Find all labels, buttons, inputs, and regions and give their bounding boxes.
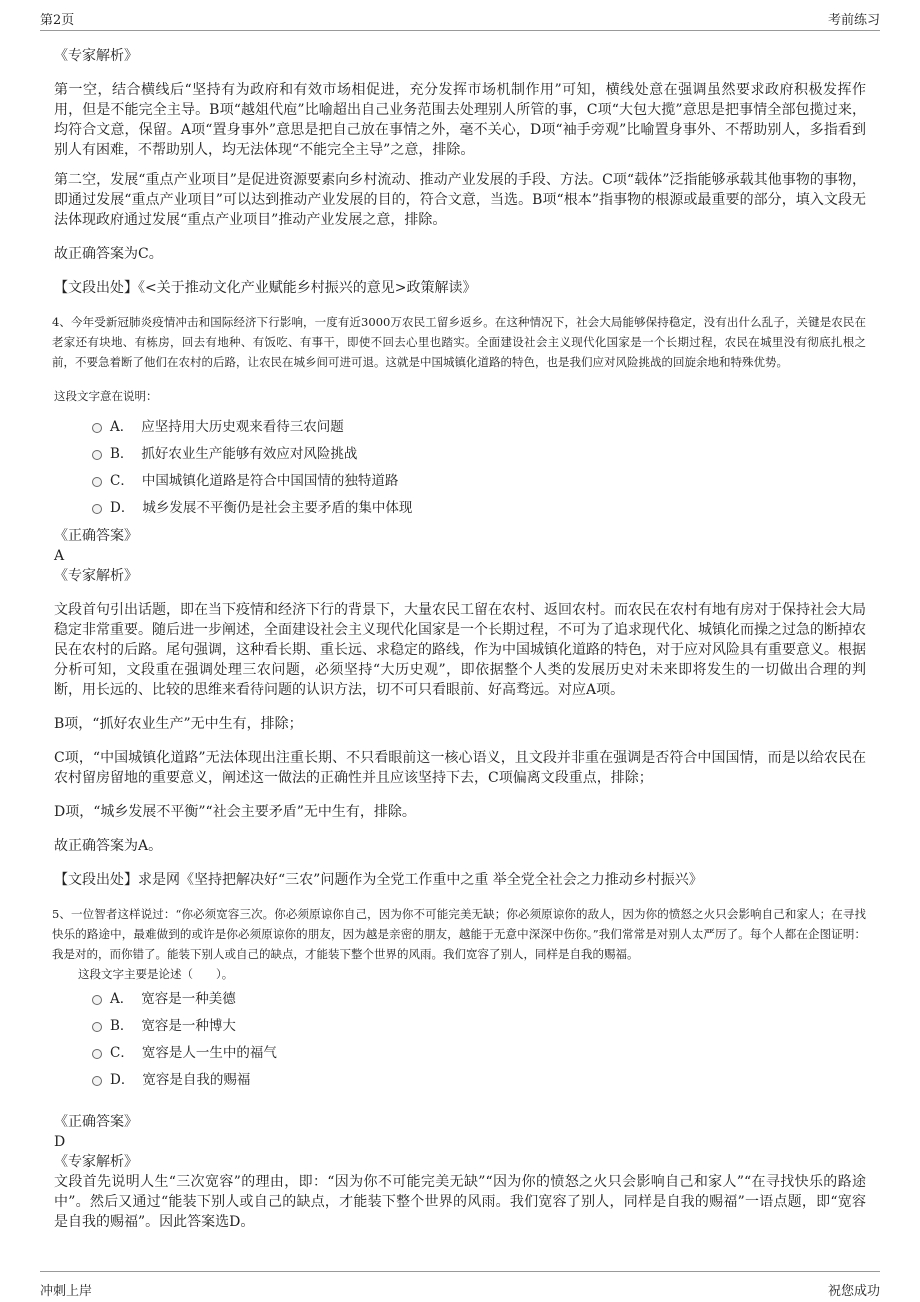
page-content xyxy=(54,40,866,1232)
q4-option-d[interactable]: D． 城乡发展不平衡仍是社会主要矛盾的集中体现 xyxy=(92,495,866,522)
q4-stem: 4、今年受新冠肺炎疫情冲击和国际经济下行影响，一度有近3000万农民工留乡返乡。在这种情况下，社会大局能够保持稳定，没有出什么乱子，关键是农民在老家还有块地、有栋房，回去有地种、有饭吃、有事干，即使不回去心里也踏实。全面建设社会主义现代化国家是一个长期过程，农民在城里没有彻底扎根之前，不要急着断了他们在农村的后路，让农民在城乡间可进可退。这就是中国城镇化道路的特色，也是我们应对风险挑战的回旋余地和特殊优势。 xyxy=(52,315,866,369)
q4-conclusion: 故正确答案为A。 xyxy=(54,838,163,854)
header-title: 考前练习 xyxy=(827,13,880,28)
q5-options xyxy=(92,986,866,1094)
radio-icon[interactable] xyxy=(92,1049,102,1059)
q4-answer: A xyxy=(54,548,65,564)
q5-analysis-para1: 文段首先说明人生“三次宽容”的理由，即：“因为你不可能完美无缺”“因为你的愤怒之火只会影响自己和家人”“在寻找快乐的路途中”。然后又通过“能装下别人或自己的缺点，才能装下整个世界的风雨。我们宽容了别人，同样是自我的赐福”一语点题，即“宽容是自我的赐福”。因此答案选D。 xyxy=(54,1174,866,1230)
q4-option-c[interactable]: C． 中国城镇化道路是符合中国国情的独特道路 xyxy=(92,468,866,495)
radio-icon[interactable] xyxy=(92,1076,102,1086)
q4-option-b[interactable]: B． 抓好农业生产能够有效应对风险挑战 xyxy=(92,441,866,468)
q5-answer-label: 《正确答案》 xyxy=(54,1114,138,1130)
q4-analysis-para1: 文段首句引出话题，即在当下疫情和经济下行的背景下，大量农民工留在农村、返回农村。而农民在农村有地有房对于保持社会大局稳定非常重要。随后进一步阐述，全面建设社会主义现代化国家是一个长期过程，不可为了追求现代化、城镇化而操之过急的断掉农民在农村的后路。尾句强调，这种看长期、重长远、求稳定的路线，作为中国城镇化道路的特色，对于应对风险具有重要意义。根据分析可知，文段重在强调处理三农问题，必须坚持“大历史观”，即依据整个人类的发展历史对未来即将发生的一切做出合理的判断，用长远的、比较的思维来看待问题的认识方法，切不可只看眼前、好高骛远。对应A项。 xyxy=(54,602,866,698)
q4-expert-label: 《专家解析》 xyxy=(54,568,138,584)
q5-answer: D xyxy=(54,1134,66,1150)
page-number: 第2页 xyxy=(40,13,75,28)
radio-icon[interactable] xyxy=(92,1022,102,1032)
q4-answer-label: 《正确答案》 xyxy=(54,528,138,544)
q3-conclusion: 故正确答案为C。 xyxy=(54,246,163,262)
q4-option-a[interactable]: A． 应坚持用大历史观来看待三农问题 xyxy=(92,414,866,441)
radio-icon[interactable] xyxy=(92,477,102,487)
q4-analysis-para3: C项，“中国城镇化道路”无法体现出注重长期、不只看眼前这一核心语义，且文段并非重在强调是否符合中国国情，而是以给农民在农村留房留地的重要意义，阐述这一做法的正确性并且应该坚持下去，C项偏离文段重点，排除； xyxy=(54,750,866,786)
q3-expert-label: 《专家解析》 xyxy=(54,48,138,64)
radio-icon[interactable] xyxy=(92,995,102,1005)
q4-question: 这段文字意在说明： xyxy=(54,389,158,403)
q4-source: 【文段出处】求是网《坚持把解决好“三农”问题作为全党工作重中之重 举全党全社会之力推动乡村振兴》 xyxy=(54,872,703,888)
radio-icon[interactable] xyxy=(92,504,102,514)
q5-expert-label: 《专家解析》 xyxy=(54,1154,138,1170)
q3-source: 【文段出处】《<关于推动文化产业赋能乡村振兴的意见>政策解读》 xyxy=(54,280,477,296)
q4-options xyxy=(92,414,866,522)
q5-question: 这段文字主要是论述（ ）。 xyxy=(78,967,234,981)
q3-analysis-para1: 第一空，结合横线后“坚持有为政府和有效市场相促进，充分发挥市场机制作用”可知，横线处意在强调虽然要求政府积极发挥作用，但是不能完全主导。B项“越俎代庖”比喻超出自己业务范围去处理别人所管的事，C项“大包大揽”意思是把事情全部包揽过来，均符合文意，保留。A项“置身事外”意思是把自己放在事情之外，毫不关心，D项“袖手旁观”比喻置身事外、不帮助别人，多指看到别人有困难，不帮助别人，均无法体现“不能完全主导”之意，排除。 xyxy=(54,82,866,158)
q5-option-a[interactable]: A． 宽容是一种美德 xyxy=(92,986,866,1013)
q3-analysis-para2: 第二空，发展“重点产业项目”是促进资源要素向乡村流动、推动产业发展的手段、方法。C项“载体”泛指能够承载其他事物的事物，即通过发展“重点产业项目”可以达到推动产业发展的目的，符合文意，当选。B项“根本”指事物的根源或最重要的部分，填入文段无法体现政府通过发展“重点产业项目”推动产业发展之意，排除。 xyxy=(54,172,866,228)
page-footer xyxy=(40,1271,880,1302)
page-header xyxy=(40,0,880,31)
radio-icon[interactable] xyxy=(92,450,102,460)
q5-stem: 5、一位智者这样说过：“你必须宽容三次。你必须原谅你自己，因为你不可能完美无缺；你必须原谅你的敌人，因为你的愤怒之火只会影响自己和家人；在寻找快乐的路途中，最难做到的或许是你必须原谅你的朋友，因为越是亲密的朋友，越能于无意中深深中伤你。”我们常常是对别人太严厉了。每个人都在企图证明：我是对的，而你错了。能装下别人或自己的缺点，才能装下整个世界的风雨。我们宽容了别人，同样是自我的赐福。 xyxy=(52,907,866,961)
q4-analysis-para2: B项，“抓好农业生产”无中生有，排除； xyxy=(54,716,303,732)
radio-icon[interactable] xyxy=(92,423,102,433)
q5-option-d[interactable]: D． 宽容是自我的赐福 xyxy=(92,1067,866,1094)
footer-right-text: 祝您成功 xyxy=(827,1284,880,1299)
footer-left-text: 冲刺上岸 xyxy=(40,1284,93,1299)
q5-option-c[interactable]: C． 宽容是人一生中的福气 xyxy=(92,1040,866,1067)
q5-option-b[interactable]: B． 宽容是一种博大 xyxy=(92,1013,866,1040)
q4-analysis-para4: D项，“城乡发展不平衡”“社会主要矛盾”无中生有，排除。 xyxy=(54,804,416,820)
